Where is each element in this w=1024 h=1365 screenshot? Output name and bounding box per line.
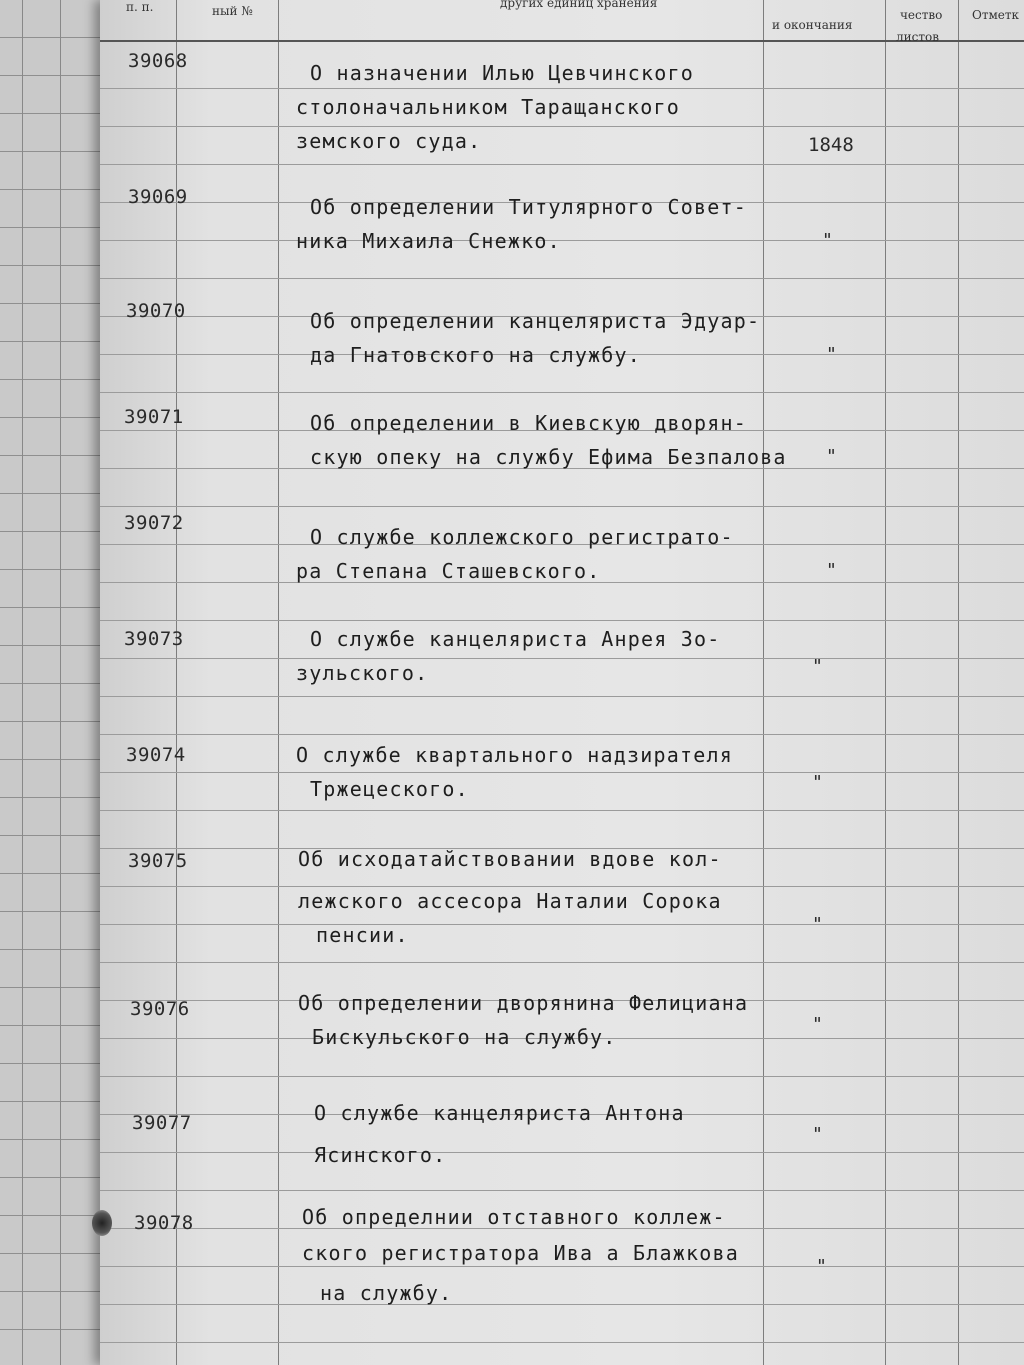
column-rule: [958, 0, 959, 1365]
row-number: 39078: [134, 1212, 194, 1234]
row-title-line: скую опеку на службу Ефима Безпалова: [310, 445, 787, 469]
ruled-line: [100, 506, 1024, 507]
ditto-mark: ": [812, 1014, 823, 1035]
row-title-line: О службе канцеляриста Анрея Зо-: [310, 627, 721, 651]
ditto-mark: ": [812, 772, 823, 793]
ruled-line: [100, 658, 1024, 659]
row-title-line: ра Степана Сташевского.: [296, 559, 601, 583]
header-rule: [100, 40, 1024, 42]
row-title-line: да Гнатовского на службу.: [310, 343, 642, 367]
row-number: 39073: [124, 628, 184, 650]
page-edge-rule: [60, 0, 61, 1365]
row-number: 39069: [128, 186, 188, 208]
ruled-line: [100, 1152, 1024, 1153]
row-number: 39074: [126, 744, 186, 766]
row-title-line: О назначении Илью Цевчинского: [310, 61, 694, 85]
row-title-line: Ясинского.: [314, 1143, 447, 1167]
row-number: 39071: [124, 406, 184, 428]
row-title-line: Бискульского на службу.: [312, 1025, 617, 1049]
ruled-line: [100, 620, 1024, 621]
row-title-line: на службу.: [320, 1281, 453, 1305]
ditto-mark: ": [812, 1124, 823, 1145]
ruled-line: [100, 924, 1024, 925]
ruled-line: [100, 1304, 1024, 1305]
row-number: 39075: [128, 850, 188, 872]
row-number: 39072: [124, 512, 184, 534]
row-title-line: ского регистратора Ива а Блажкова: [302, 1241, 739, 1265]
row-title-line: Об определнии отставного коллеж-: [302, 1205, 726, 1229]
ditto-mark: ": [812, 914, 823, 935]
row-title-line: лежского ассесора Наталии Сорока: [298, 889, 722, 913]
header-notes: Отметк: [972, 8, 1020, 22]
row-date: 1848: [808, 134, 854, 156]
row-title-line: земского суда.: [296, 129, 482, 153]
ditto-mark: ": [816, 1256, 827, 1277]
row-title-line: О службе канцеляриста Антона: [314, 1101, 685, 1125]
header-pp: п. п.: [126, 0, 154, 14]
row-number: 39068: [128, 50, 188, 72]
row-title-line: зульского.: [296, 661, 429, 685]
ruled-line: [100, 240, 1024, 241]
row-title-line: Тржецеского.: [310, 777, 469, 801]
row-title-line: О службе коллежского регистрато-: [310, 525, 734, 549]
ditto-mark: ": [812, 656, 823, 677]
row-title-line: Об определении Титулярного Совет-: [310, 195, 747, 219]
row-number: 39076: [130, 998, 190, 1020]
ruled-line: [100, 962, 1024, 963]
column-rule: [763, 0, 764, 1365]
row-title-line: Об определении дворянина Фелициана: [298, 991, 749, 1015]
ruled-line: [100, 392, 1024, 393]
page-edge-rule: [22, 0, 23, 1365]
punch-hole: [92, 1210, 112, 1236]
previous-page-edge: [0, 0, 102, 1365]
row-number: 39070: [126, 300, 186, 322]
ditto-mark: ": [826, 344, 837, 365]
row-title-line: Об определении в Киевскую дворян-: [310, 411, 747, 435]
ditto-mark: ": [826, 446, 837, 467]
header-title: других единиц хранения: [500, 0, 658, 10]
header-count-2: листов: [896, 30, 939, 44]
ruled-line: [100, 810, 1024, 811]
ditto-mark: ": [822, 230, 833, 251]
row-title-line: О службе квартального надзирателя: [296, 743, 733, 767]
ruled-line: [100, 278, 1024, 279]
header-number: ный №: [212, 4, 253, 18]
row-number: 39077: [132, 1112, 192, 1134]
ruled-line: [100, 1342, 1024, 1343]
row-title-line: пенсии.: [316, 923, 409, 947]
row-title-line: ника Михаила Снежко.: [296, 229, 561, 253]
header-dates: и окончания: [772, 18, 853, 32]
ruled-line: [100, 1076, 1024, 1077]
column-rule: [278, 0, 279, 1365]
register-sheet: [100, 0, 1024, 1365]
ruled-line: [100, 696, 1024, 697]
header-count: чество: [900, 8, 943, 22]
row-title-line: столоначальником Таращанского: [296, 95, 680, 119]
ditto-mark: ": [826, 560, 837, 581]
row-title-line: Об определении канцеляриста Эдуар-: [310, 309, 761, 333]
column-rule: [885, 0, 886, 1365]
ruled-line: [100, 1190, 1024, 1191]
ruled-line: [100, 126, 1024, 127]
ruled-line: [100, 734, 1024, 735]
row-title-line: Об исходатайствовании вдове кол-: [298, 847, 722, 871]
ruled-line: [100, 164, 1024, 165]
